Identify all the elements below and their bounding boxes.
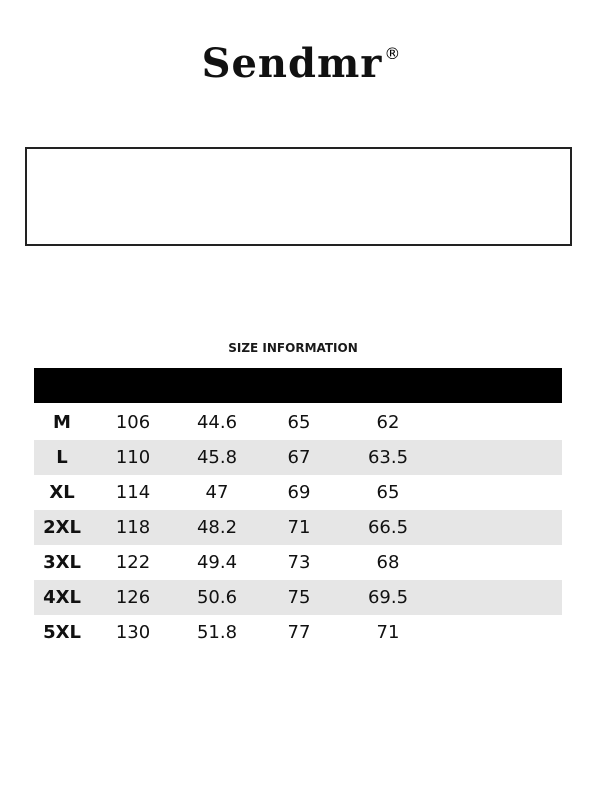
table-header-bar — [34, 368, 562, 403]
measure-4: 71 — [376, 622, 400, 643]
measure-3: 67 — [287, 447, 311, 468]
size-label: M — [53, 412, 71, 433]
measure-3: 69 — [287, 482, 311, 503]
brand-logo — [0, 40, 600, 87]
table-row-l — [34, 440, 562, 475]
measure-1: 126 — [115, 587, 151, 608]
measure-3: 65 — [287, 412, 311, 433]
measure-3: 71 — [287, 517, 311, 538]
measure-3: 75 — [287, 587, 311, 608]
measure-2: 49.4 — [196, 552, 238, 573]
table-row-xl — [34, 475, 562, 510]
measure-2: 44.6 — [196, 412, 238, 433]
brand-name: Sendmr — [201, 40, 383, 87]
size-label: 5XL — [43, 622, 81, 643]
measure-1: 118 — [115, 517, 151, 538]
measure-2: 45.8 — [196, 447, 238, 468]
size-label: 3XL — [43, 552, 81, 573]
measure-2: 50.6 — [196, 587, 238, 608]
empty-frame-box — [25, 147, 572, 246]
measure-2: 48.2 — [196, 517, 238, 538]
measure-4: 65 — [376, 482, 400, 503]
measure-4: 63.5 — [367, 447, 409, 468]
table-row-3xl — [34, 545, 562, 580]
measure-1: 114 — [115, 482, 151, 503]
section-title: SIZE INFORMATION — [228, 341, 358, 355]
size-label: L — [56, 447, 68, 468]
measure-4: 69.5 — [367, 587, 409, 608]
measure-1: 122 — [115, 552, 151, 573]
table-row-2xl — [34, 510, 562, 545]
measure-2: 51.8 — [196, 622, 238, 643]
measure-4: 68 — [376, 552, 400, 573]
table-row-4xl — [34, 580, 562, 615]
measure-3: 77 — [287, 622, 311, 643]
size-label: XL — [49, 482, 75, 503]
measure-4: 66.5 — [367, 517, 409, 538]
measure-2: 47 — [205, 482, 229, 503]
size-label: 2XL — [43, 517, 81, 538]
measure-3: 73 — [287, 552, 311, 573]
size-label: 4XL — [43, 587, 81, 608]
measure-1: 130 — [115, 622, 151, 643]
size-table — [34, 405, 562, 650]
measure-4: 62 — [376, 412, 400, 433]
measure-1: 106 — [115, 412, 151, 433]
table-row-m — [34, 405, 562, 440]
table-row-5xl — [34, 615, 562, 650]
registered-mark: ® — [384, 44, 401, 63]
measure-1: 110 — [115, 447, 151, 468]
